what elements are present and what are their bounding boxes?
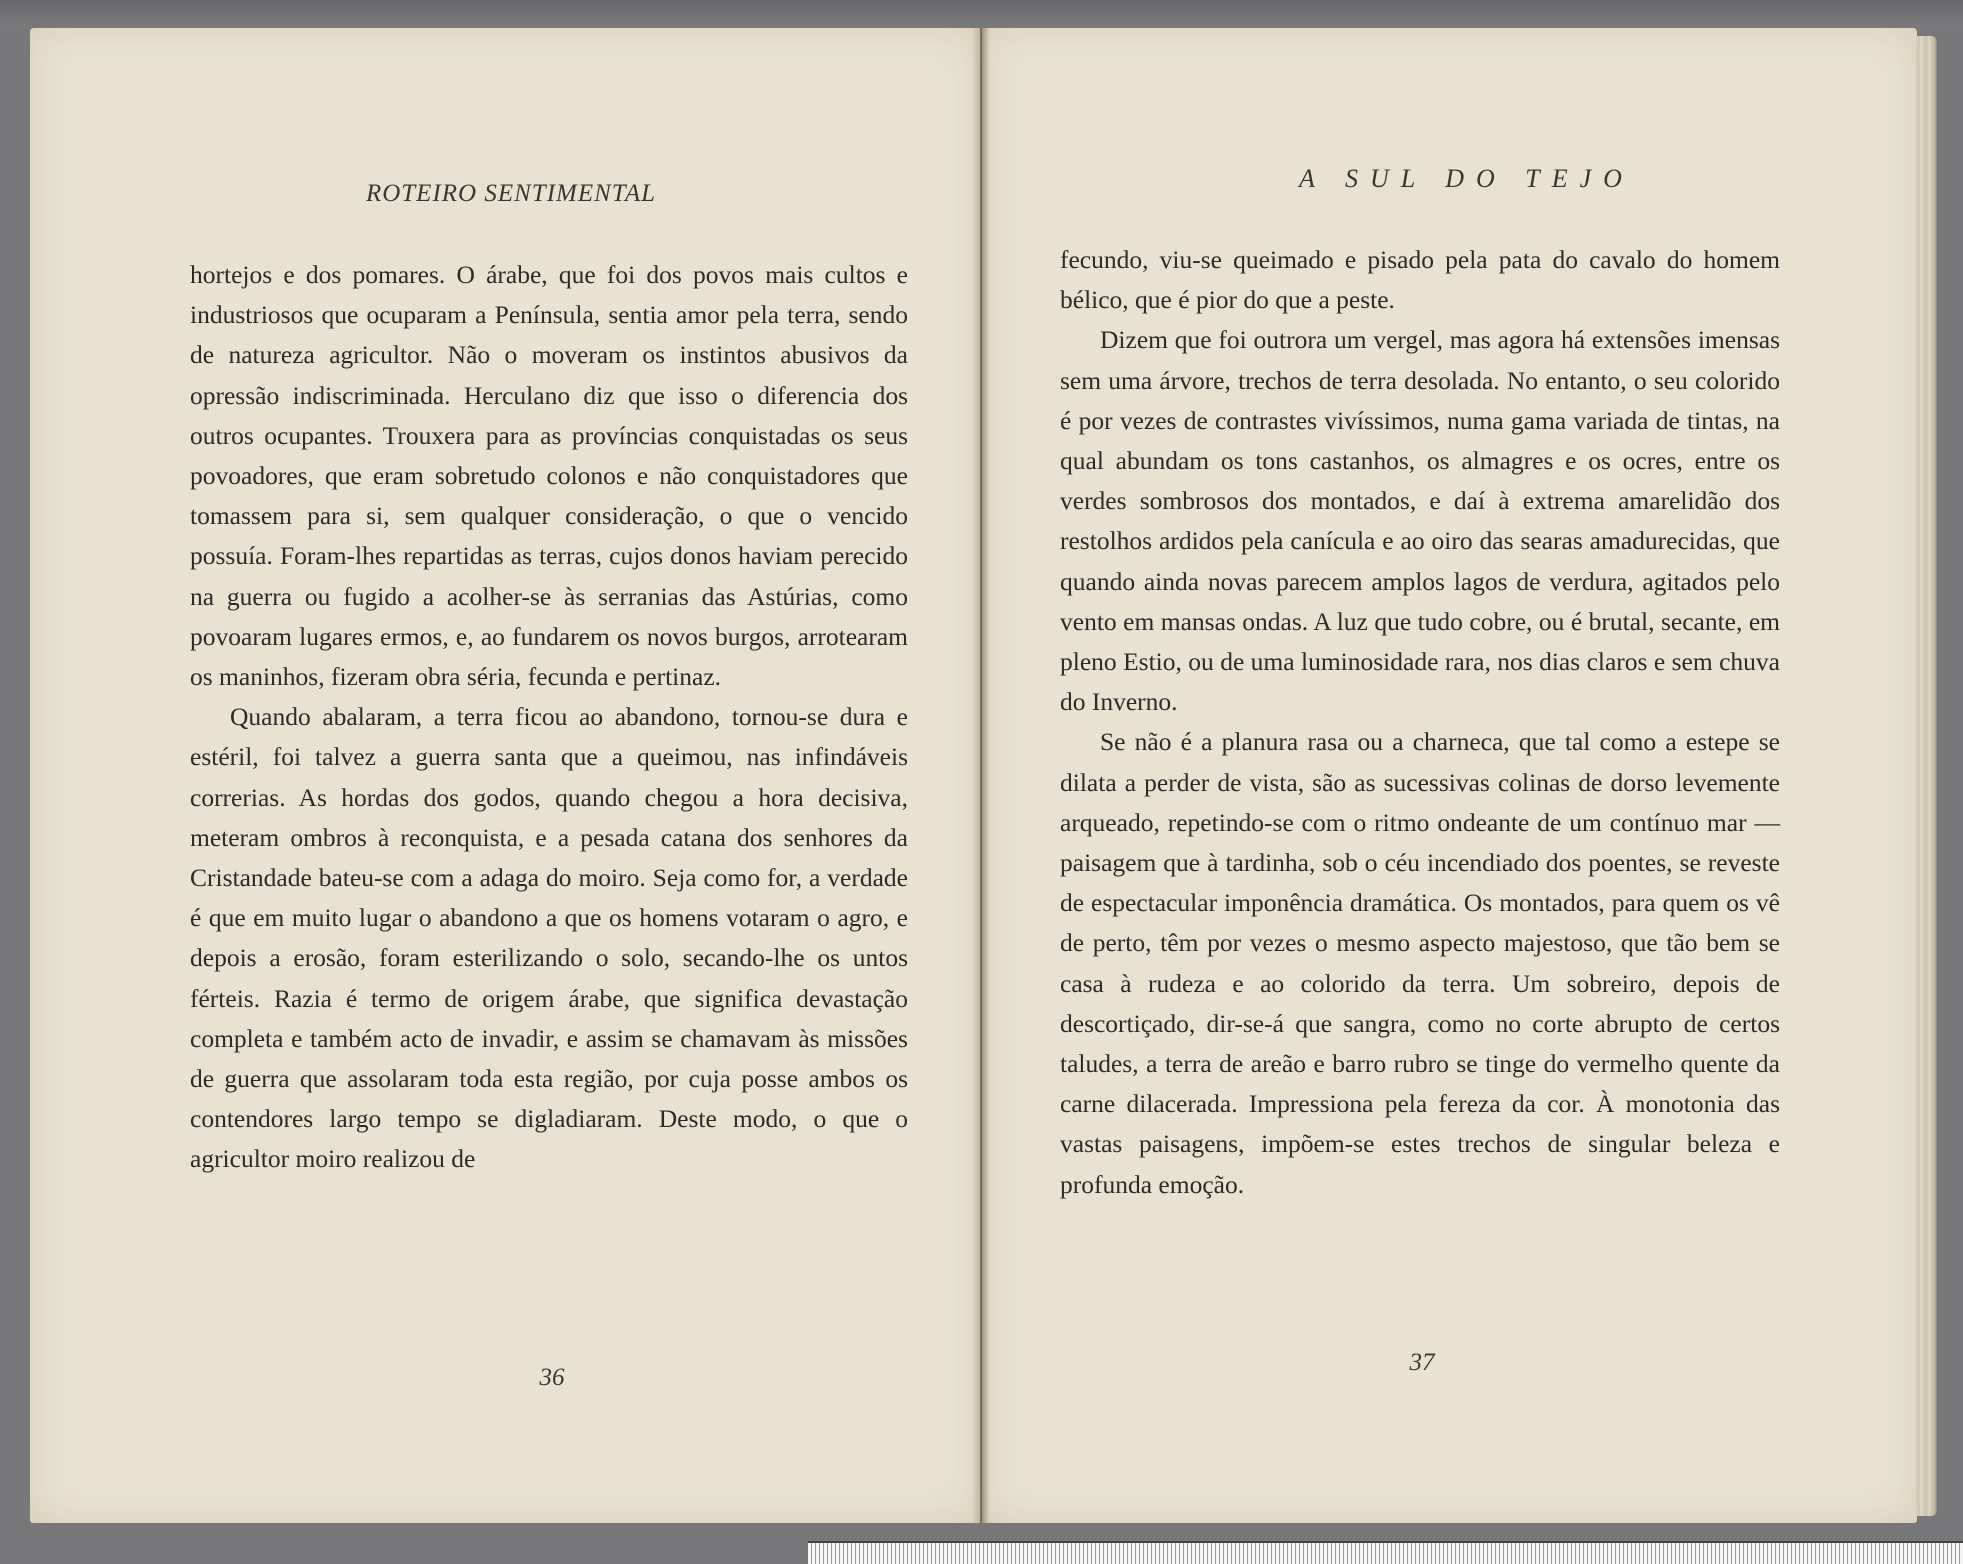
- running-head-left: ROTEIRO SENTIMENTAL: [365, 180, 657, 207]
- right-page-body: [1060, 240, 1780, 1205]
- page-number-left: 36: [539, 1364, 565, 1391]
- scan-calibration-strip: [808, 1541, 1963, 1564]
- right-page: [982, 28, 1917, 1523]
- page-edges: [1915, 36, 1937, 1516]
- paragraph: Dizem que foi outrora um vergel, mas agora há extensões imensas sem uma árvore, trechos de terra desolada. No entanto, o seu colorido é por vezes de contrastes vivíssimos, numa gama variada de tintas, na qual abundam os tons castanhos, os almagres e os ocres, entre os verdes sombrosos dos montados, e daí à extrema amarelidão dos restolhos ardidos pela canícula e ao oiro das searas amadurecidas, que quando ainda novas parecem amplos lagos de verdura, agitados pelo vento em mansas ondas. A luz que tudo cobre, ou é brutal, secante, em pleno Estio, ou de uma luminosidade rara, nos dias claros e sem chuva do Inverno.: [1060, 325, 1780, 717]
- paragraph: fecundo, viu-se queimado e pisado pela pata do cavalo do homem bélico, que é pior do que a peste.: [1060, 245, 1780, 315]
- book-gutter: [972, 28, 990, 1523]
- page-number-right: 37: [1409, 1349, 1435, 1376]
- scan-backdrop: [0, 0, 1963, 28]
- running-head-right: A SUL DO TEJO: [1299, 164, 1634, 193]
- left-page-body: [190, 255, 908, 1180]
- paragraph: Se não é a planura rasa ou a charneca, que tal como a estepe se dilata a perder de vista, são as sucessivas colinas de dorso levemente arqueado, repetindo-se com o ritmo ondeante de um contínuo mar — paisagem que à tardinha, sob o céu incendiado dos poentes, se reveste de espectacular imponência dramática. Os montados, para quem os vê de perto, têm por vezes o mesmo aspecto majestoso, que tão bem se casa à rudeza e ao colorido da terra. Um sobreiro, depois de descortiçado, dir-se-á que sangra, como no corte abrupto de certos taludes, a terra de areão e barro rubro se tinge do vermelho quente da carne dilacerada. Impressiona pela fereza da cor. À monotonia das vastas paisagens, impõem-se estes trechos de singular beleza e profunda emoção.: [1060, 727, 1780, 1199]
- paragraph: hortejos e dos pomares. O árabe, que foi dos povos mais cultos e industriosos que ocuparam a Península, sentia amor pela terra, sendo de natureza agricultor. Não o moveram os instintos abusivos da opressão indiscriminada. Herculano diz que isso o diferencia dos outros ocupantes. Trouxera para as províncias conquistadas os seus povoadores, que eram sobretudo colonos e não conquistadores que tomassem para si, sem qualquer consideração, o que o vencido possuía. Foram-lhes repartidas as terras, cujos donos haviam perecido na guerra ou fugido a acolher-se às serranias das Astúrias, como povoaram lugares ermos, e, ao fundarem os novos burgos, arrotearam os maninhos, fizeram obra séria, fecunda e pertinaz.: [190, 260, 908, 692]
- paragraph: Quando abalaram, a terra ficou ao abandono, tornou-se dura e estéril, foi talvez a guerra santa que a queimou, nas infindáveis correrias. As hordas dos godos, quando chegou a hora decisiva, meteram ombros à reconquista, e a pesada catana dos senhores da Cristandade bateu-se com a adaga do moiro. Seja como for, a verdade é que em muito lugar o abandono a que os homens votaram o agro, e depois a erosão, foram esterilizando o solo, secando-lhe os untos férteis. Razia é termo de origem árabe, que significa devastação completa e também acto de invadir, e assim se chamavam às missões de guerra que assolaram toda esta região, por cuja posse ambos os contendores largo tempo se digladiaram. Deste modo, o que o agricultor moiro realizou de: [190, 702, 908, 1174]
- left-page: [30, 28, 980, 1523]
